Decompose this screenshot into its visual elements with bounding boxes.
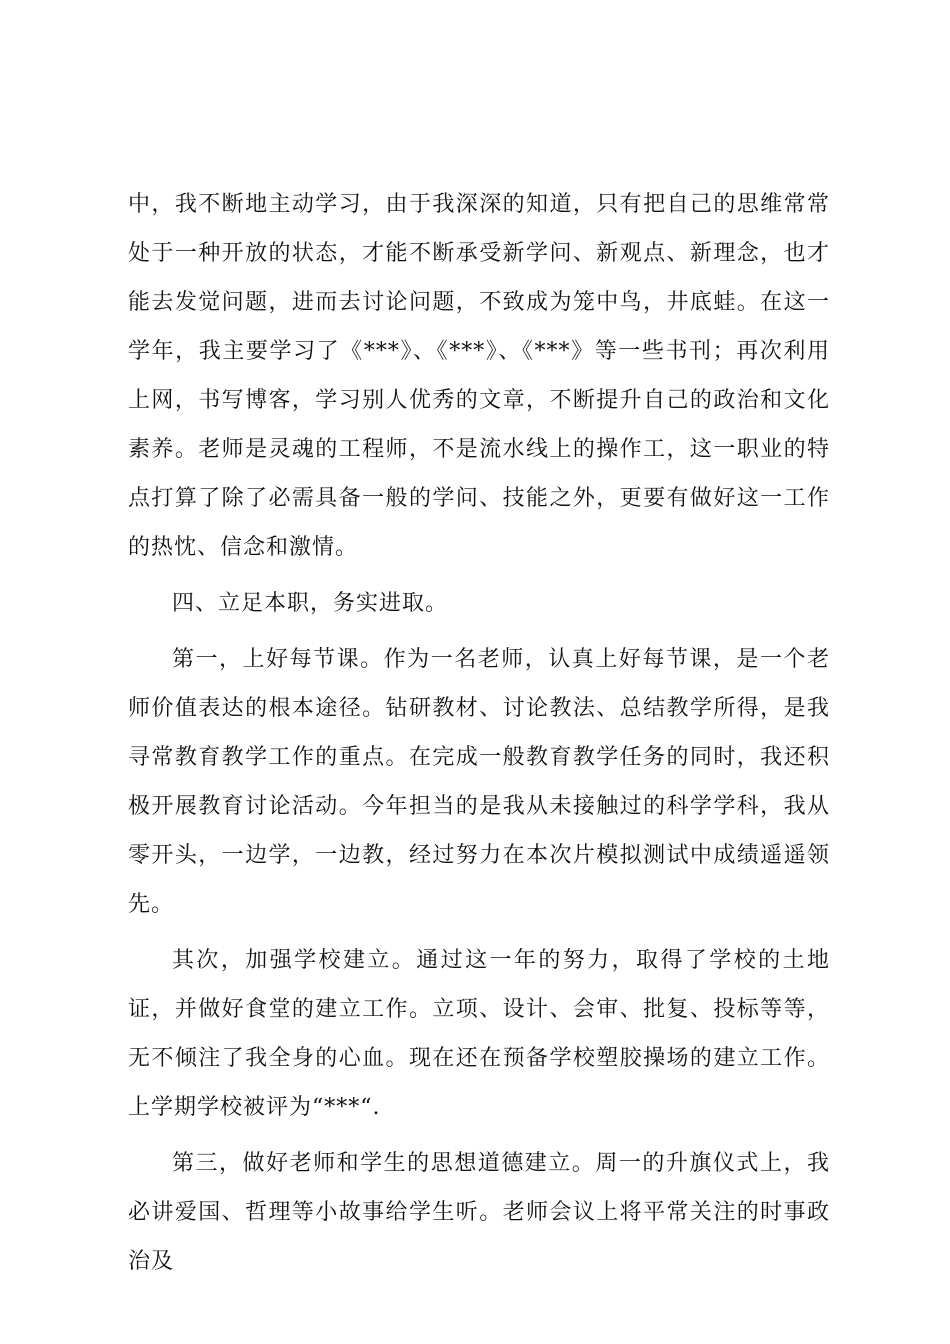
paragraph-first: 第一，上好每节课。作为一名老师，认真上好每节课，是一个老师价值表达的根本途径。钻研教材、讨论教法、总结教学所得，是我寻常教育教学工作的重点。在完成一般教育教学任务的同时，我还积极开展教育讨论活动。今年担当的是我从未接触过的科学学科，我从零开头，一边学，一边教，经过努力在本次片模拟测试中成绩遥遥领先。 [128,647,830,917]
paragraph-third: 第三，做好老师和学生的思想道德建立。周一的升旗仪式上，我必讲爱国、哲理等小故事给学生听。老师会议上将平常关注的时事政治及 [128,1151,830,1274]
paragraph-continuation: 中，我不断地主动学习，由于我深深的知道，只有把自己的思维常常处于一种开放的状态，才能不断承受新学问、新观点、新理念，也才能去发觉问题，进而去讨论问题，不致成为笼中鸟，井底蛙。在这一学年，我主要学习了《***》、《***》、《***》等一些书刊；再次利用上网，书写博客，学习别人优秀的文章，不断提升自己的政治和文化素养。老师是灵魂的工程师，不是流水线上的操作工，这一职业的特点打算了除了必需具备一般的学问、技能之外，更要有做好这一工作的热忱、信念和激情。 [128,192,830,560]
document-page [128,180,830,1286]
paragraph-second: 其次，加强学校建立。通过这一年的努力，取得了学校的土地证，并做好食堂的建立工作。立项、设计、会审、批复、投标等等，无不倾注了我全身的心血。现在还在预备学校塑胶操场的建立工作。上学期学校被评为“***“. [128,948,830,1120]
section-heading: 四、立足本职，务实进取。 [172,591,449,616]
